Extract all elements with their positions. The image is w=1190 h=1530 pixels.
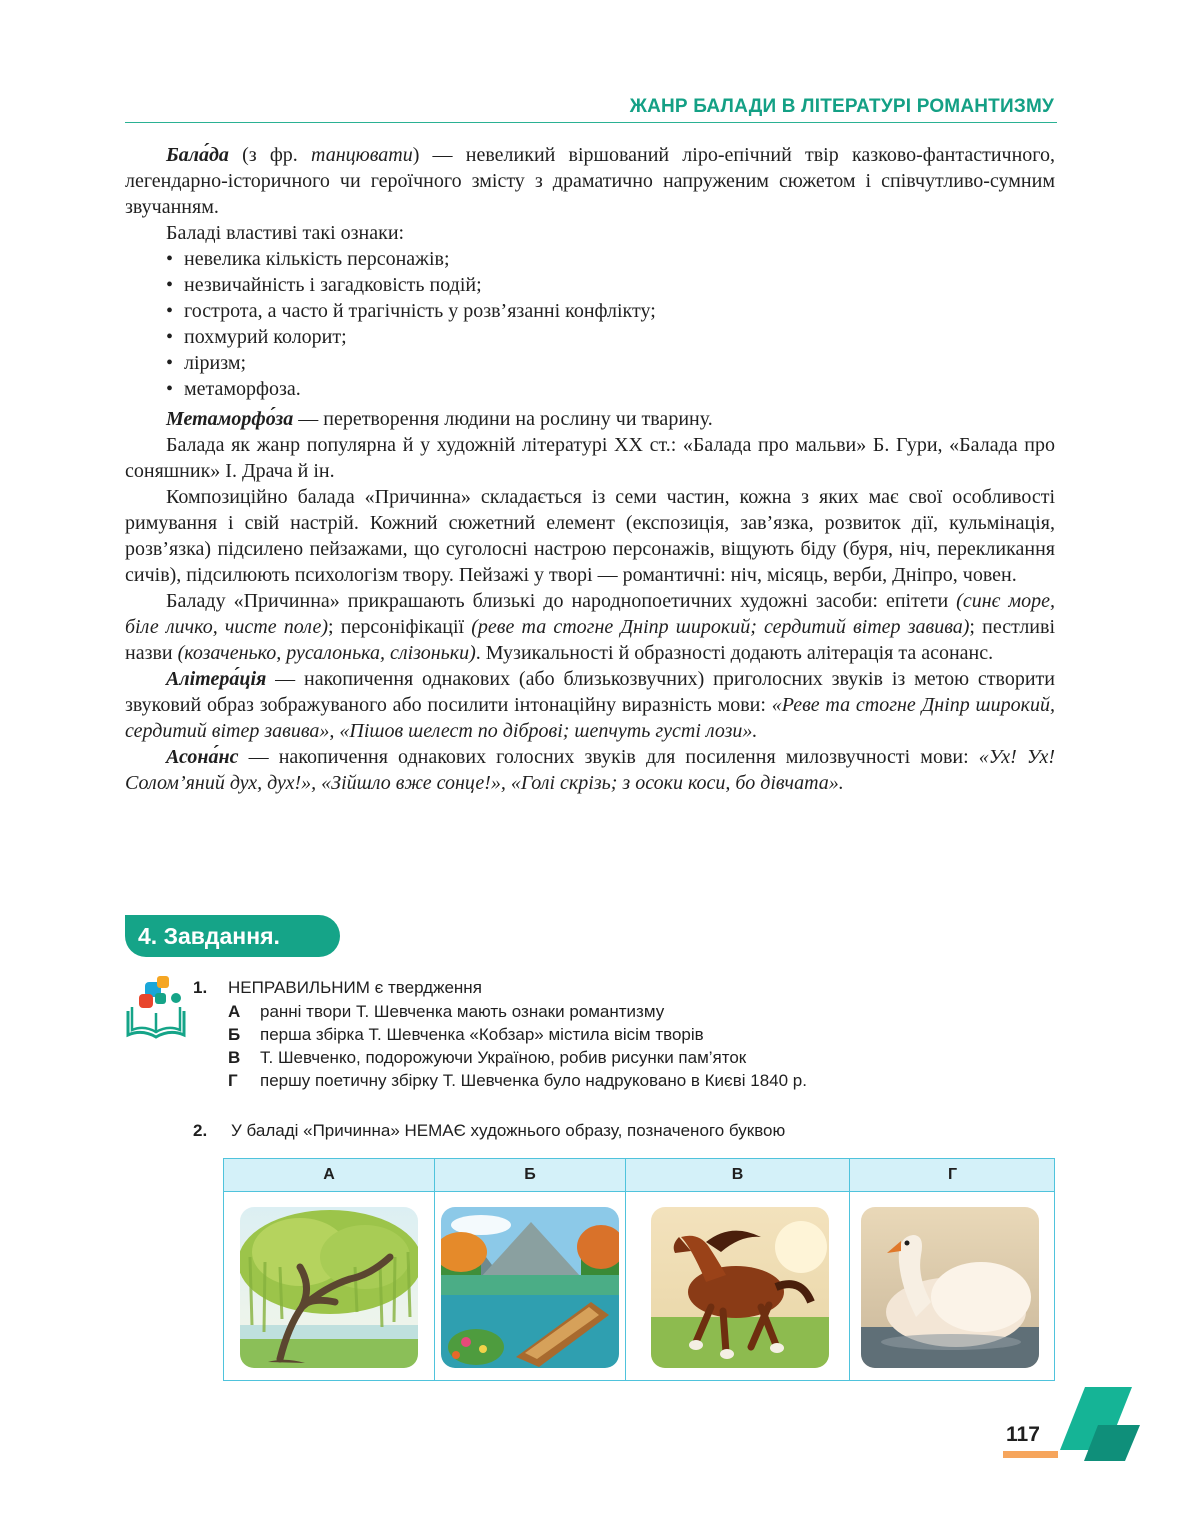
term-ballad: Бала́да <box>166 144 229 166</box>
task1-option-h[interactable]: Г першу поетичну збірку Т. Шевченка було надруковано в Києві 1840 р. <box>228 1071 807 1090</box>
task-book-icon <box>124 975 188 1041</box>
column-header-a: А <box>323 1166 335 1183</box>
column-divider <box>849 1159 850 1380</box>
list-item: • незвичайність і загадковість подій; <box>166 274 482 296</box>
task2-prompt: У баладі «Причинна» НЕМАЄ художнього образу, позначеного буквою <box>231 1121 786 1140</box>
features-intro: Баладі властиві такі ознаки: <box>166 222 405 244</box>
horse-image[interactable] <box>651 1207 829 1368</box>
column-header-b: Б <box>524 1166 536 1183</box>
column-header-v: В <box>731 1166 744 1183</box>
task1-prompt: НЕПРАВИЛЬНИМ є твердження <box>228 978 482 997</box>
devices-paragraph: Баладу «Причинна» прикрашають близькі до народнопоетичних художні засоби: епітети (синє море, біле личко, чисте поле); персоніфікації (реве та стогне Дніпр широкий; сердитий вітер завива); пестливі назви (козаченько, русалонька, слізоньки). Музикальності й образності додають алітерація та асонанс. <box>125 590 1056 664</box>
metamorphosis-definition: Метаморфо́за — перетворення людини на рослину чи тварину. <box>166 408 713 430</box>
term-alliteration: Алітера́ція <box>166 668 267 690</box>
column-divider <box>625 1159 626 1380</box>
corner-decoration <box>1060 1387 1145 1467</box>
features-list <box>125 246 1055 402</box>
task2-number: 2. <box>193 1121 208 1140</box>
list-item: • гострота, а часто й трагічність у розв’язанні конфлікту; <box>166 300 656 322</box>
ballad-definition <box>125 142 1055 220</box>
assonance-definition: Асона́нс — накопичення однакових голосних звуків для посилення милозвучності мови: «Ух! Ух! Солом’яний дух, дух!», «Зійшло вже сонце!», «Голі скрізь; з осоки коси, бо дівчата». <box>125 746 1055 794</box>
answer-table <box>223 1158 1055 1381</box>
boat-image[interactable] <box>441 1207 619 1368</box>
term-assonance: Асона́нс <box>166 746 239 768</box>
page-number-underline <box>1003 1451 1058 1458</box>
ballad-definition-text: ) — невеликий віршований ліро-епічний твір казково-фантастичного, легендарно-історичного чи героїчного змісту з драматично напруженим сюжетом і співчутливо-сумним звучанням. <box>125 144 1055 218</box>
task1-number: 1. <box>193 978 208 997</box>
section-title: 4. Завдання. <box>125 915 340 957</box>
page-number: 117 <box>1006 1423 1040 1446</box>
willow-image[interactable] <box>240 1207 418 1368</box>
theory-text <box>125 142 1055 796</box>
task1-option-v[interactable]: В Т. Шевченко, подорожуючи Україною, робив рисунки пам’яток <box>228 1048 747 1067</box>
swan-image[interactable] <box>861 1207 1039 1368</box>
column-header-h: Г <box>947 1166 958 1183</box>
list-item: • похмурий колорит; <box>166 326 347 348</box>
ballad-origin-word: танцювати <box>311 144 413 166</box>
task1-option-b[interactable]: Б перша збірка Т. Шевченка «Кобзар» містила вісім творів <box>228 1025 704 1044</box>
header-divider <box>125 122 1057 123</box>
ballad-origin-pre: (з фр. <box>228 144 311 166</box>
genre-popularity-paragraph: Балада як жанр популярна й у художній літературі XX ст.: «Балада про мальви» Б. Гури, «Балада про соняшник» І. Драча й ін. <box>125 434 1055 482</box>
term-metamorphosis: Метаморфо́за <box>166 408 294 430</box>
task1-option-a[interactable]: А ранні твори Т. Шевченка мають ознаки романтизму <box>228 1002 665 1021</box>
alliteration-definition: Алітера́ція — накопичення однакових (або близькозвучних) приголосних звуків із метою створити звуковий образ зображуваного або посилити інтонаційну виразність мови: «Реве та стогне Дніпр широкий, сердитий вітер завива», «Пішов шелест по діброві; шепчуть густі лози». <box>125 668 1055 742</box>
composition-paragraph: Композиційно балада «Причинна» складається із семи частин, кожна з яких має свої особливості римування і свій настрій. Кожний сюжетний елемент (експозиція, зав’язка, розвиток дії, кульмінація, розв’язка) підсилено пейзажами, що суголосні настрою персонажів, віщують біду (буря, ніч, перекликання сичів), підсилюють психологізм твору. Пейзажі у творі — романтичні: ніч, місяць, верби, Дніпро, човен. <box>125 486 1055 586</box>
list-item: • ліризм; <box>166 352 247 374</box>
column-divider <box>434 1159 435 1380</box>
list-item: • невелика кількість персонажів; <box>166 248 450 270</box>
list-item: • метаморфоза. <box>166 378 301 400</box>
running-header: ЖАНР БАЛАДИ В ЛІТЕРАТУРІ РОМАНТИЗМУ <box>629 96 1054 117</box>
